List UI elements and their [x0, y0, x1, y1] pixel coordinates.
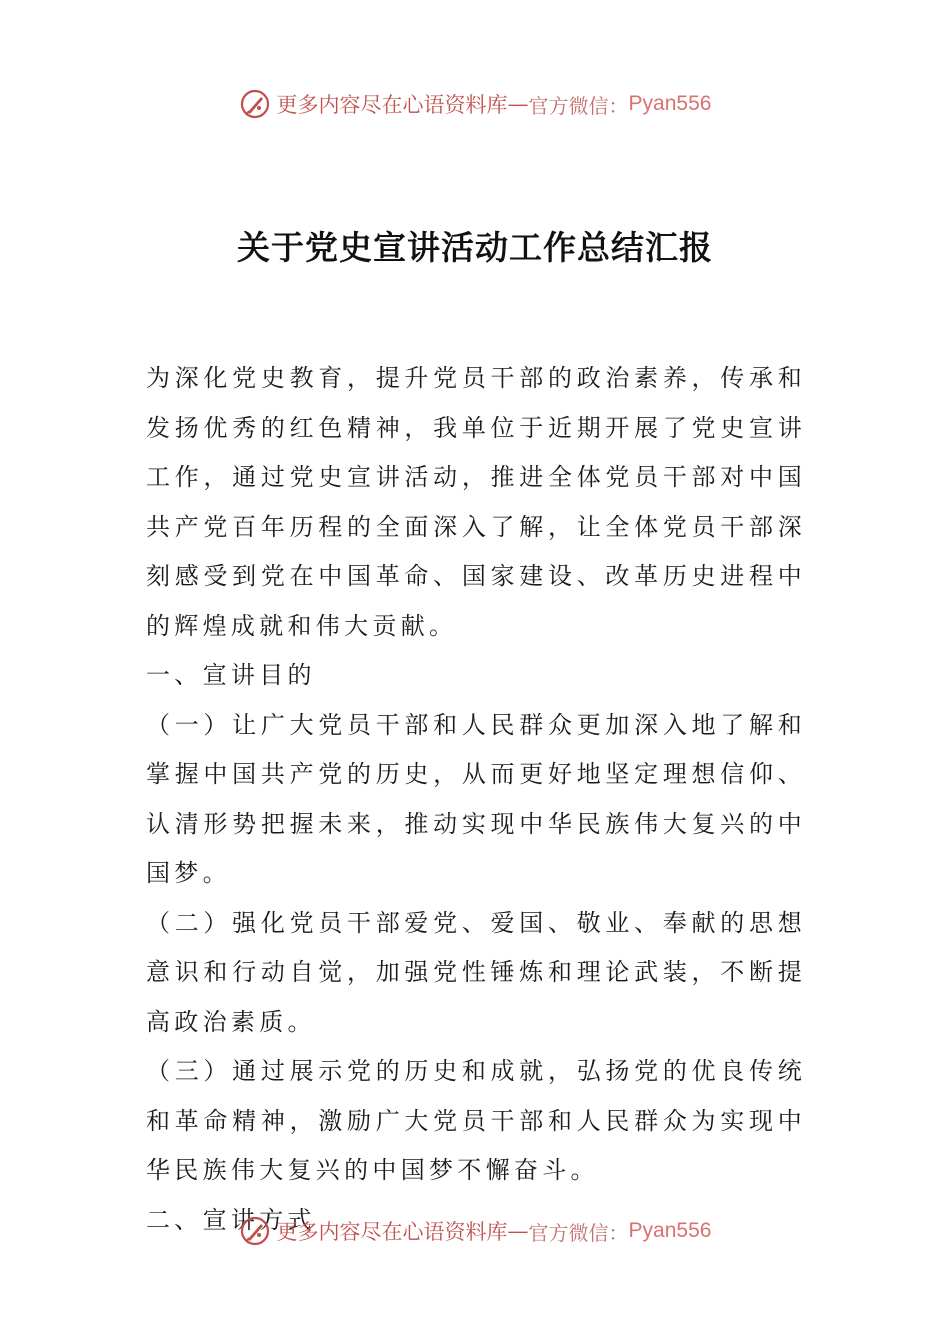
header-banner	[0, 84, 950, 124]
section1-item3: （三）通过展示党的历史和成就，弘扬党的优良传统和革命精神，激励广大党员干部和人民群众为实现中华民族伟大复兴的中国梦不懈奋斗。	[146, 1057, 806, 1184]
banner-wechat-label: 官方微信：	[528, 1220, 629, 1245]
banner-text: 更多内容尽在心语资料库	[276, 1220, 508, 1244]
document-title: 关于党史宣讲活动工作总结汇报	[237, 228, 713, 267]
document-body	[146, 354, 806, 1245]
banner-wechat-label: 官方微信：	[528, 93, 629, 118]
intro-paragraph: 为深化党史教育，提升党员干部的政治素养，传承和发扬优秀的红色精神，我单位于近期开展了党史宣讲工作，通过党史宣讲活动，推进全体党员干部对中国共产党百年历程的全面深入了解，让全体党员干部深刻感受到党在中国革命、国家建设、改革历史进程中的辉煌成就和伟大贡献。	[146, 364, 806, 640]
banner-wechat-id: Pyan556	[628, 1219, 712, 1242]
banner-dash: —	[507, 92, 529, 116]
quill-logo-icon	[239, 88, 271, 120]
section1-item1: （一）让广大党员干部和人民群众更加深入地了解和掌握中国共产党的历史，从而更好地坚定理想信仰、认清形势把握未来，推动实现中华民族伟大复兴的中国梦。	[146, 710, 806, 887]
banner-text: 更多内容尽在心语资料库	[276, 93, 508, 117]
section1-item2: （二）强化党员干部爱党、爱国、敬业、奉献的思想意识和行动自觉，加强党性锤炼和理论武装，不断提高政治素质。	[146, 908, 806, 1036]
section2-heading: 二、宣讲方式	[146, 1205, 316, 1234]
banner-wechat-id: Pyan556	[628, 92, 712, 115]
section1-heading: 一、宣讲目的	[146, 661, 316, 689]
quill-logo-icon	[239, 1215, 271, 1247]
banner-dash: —	[507, 1219, 529, 1243]
footer-banner	[0, 1211, 950, 1251]
